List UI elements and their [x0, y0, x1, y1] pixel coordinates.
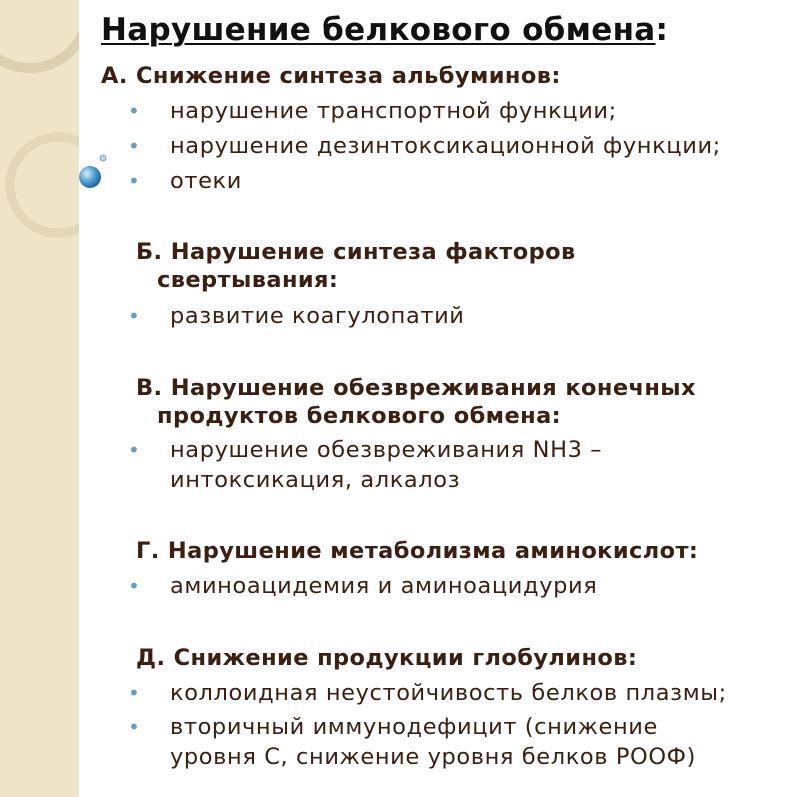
bullet-icon: •: [128, 438, 141, 462]
list-item-text: интоксикация, алкалоз: [170, 467, 461, 493]
section-e-heading: Д. Снижение продукции глобулинов:: [136, 645, 638, 671]
slide-title-main: Нарушение белкового обмена: [101, 12, 656, 48]
section-b-heading-line1: Б. Нарушение синтеза факторов: [136, 239, 576, 265]
section-b-heading-line2: свертывания:: [157, 267, 339, 293]
bullet-icon: •: [128, 715, 141, 739]
list-item-text: вторичный иммунодефицит (снижение: [170, 714, 658, 740]
list-item-text: нарушение дезинтоксикационной функции;: [170, 133, 721, 159]
list-item-text: уровня С, снижение уровня белков РООФ): [170, 744, 697, 770]
list-item-text: развитие коагулопатий: [170, 303, 465, 329]
bullet-icon: •: [128, 169, 141, 193]
list-item-text: коллоидная неустойчивость белков плазмы;: [170, 680, 727, 706]
bullet-icon: •: [128, 99, 141, 123]
bullet-icon: •: [128, 134, 141, 158]
section-d-heading: Г. Нарушение метаболизма аминокислот:: [136, 538, 699, 564]
list-item-text: отеки: [170, 168, 242, 194]
bullet-icon: •: [128, 304, 141, 328]
slide-title: [101, 12, 668, 48]
bullet-icon: •: [128, 574, 141, 598]
section-c-heading-line1: В. Нарушение обезвреживания конечных: [136, 375, 696, 401]
list-item-text: аминоацидемия и аминоацидурия: [170, 573, 598, 599]
section-a-heading: А. Снижение синтеза альбуминов:: [101, 63, 561, 89]
bullet-icon: •: [128, 681, 141, 705]
section-c-heading-line2: продуктов белкового обмена:: [157, 403, 562, 429]
list-item-text: нарушение обезвреживания NH3 –: [170, 437, 603, 463]
list-item-text: нарушение транспортной функции;: [170, 98, 617, 124]
slide-title-colon: :: [655, 12, 669, 48]
